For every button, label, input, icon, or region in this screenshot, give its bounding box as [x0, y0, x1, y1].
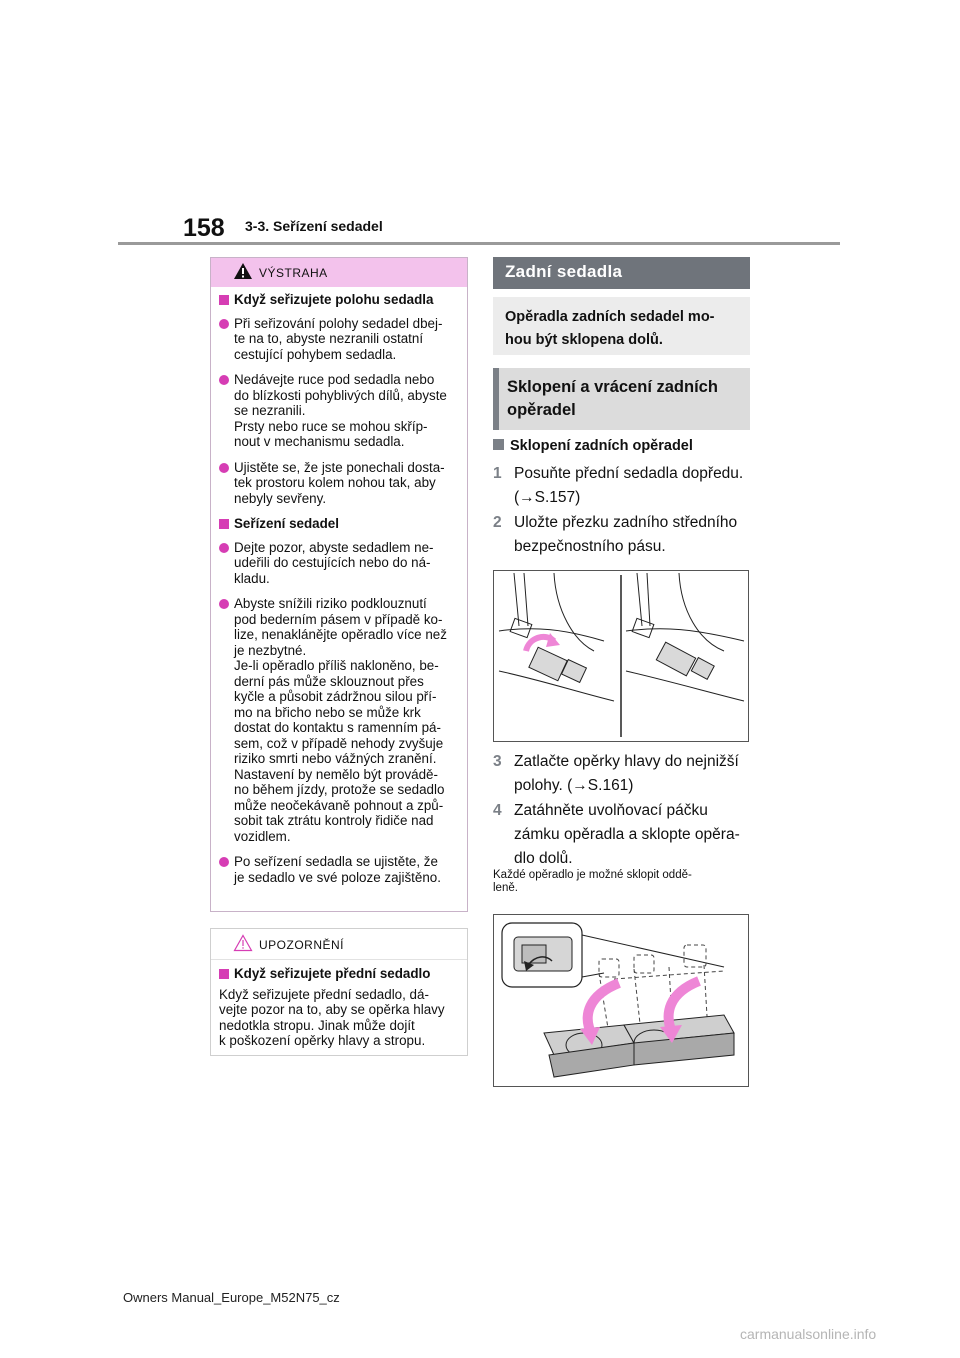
- step-number: 2: [493, 514, 502, 531]
- warning-item: Dejte pozor, abyste sedadlem ne- udeřili do cestujících nebo do ná- kladu.: [219, 540, 459, 587]
- warning-group-title: Když seřizujete polohu sedadla: [219, 292, 459, 308]
- square-bullet-icon: [219, 519, 229, 529]
- lead-text: Opěradla zadních sedadel mo- hou být sklopena dolů.: [505, 309, 715, 348]
- watermark: carmanualsonline.info: [740, 1326, 877, 1342]
- subsection-heading: Sklopení a vrácení zadních opěradel: [507, 378, 718, 419]
- note-text: Každé opěradlo je možné sklopit oddě- leně.: [493, 869, 692, 894]
- square-bullet-icon: [219, 969, 229, 979]
- round-bullet-icon: [219, 543, 229, 553]
- step-item: [493, 511, 758, 559]
- round-bullet-icon: [219, 319, 229, 329]
- page-number: 158: [183, 214, 225, 242]
- warning-triangle-icon: [233, 262, 253, 280]
- warning-item: Ujistěte se, že jste ponechali dosta- tek prostoru kolem nohou tak, aby nebyly sevřeny.: [219, 460, 459, 507]
- step-text: Zatáhněte uvolňovací páčku zámku opěradla a sklopte opěra- dlo dolů.: [514, 802, 740, 867]
- round-bullet-icon: [219, 375, 229, 385]
- caution-triangle-icon: [233, 934, 253, 952]
- round-bullet-icon: [219, 599, 229, 609]
- square-bullet-icon: [493, 439, 504, 450]
- warning-item: Nedávejte ruce pod sedadla nebo do blízkosti pohyblivých dílů, abyste se nezranili. Prsty nebo ruce se mohou skříp- nout v mechanismu sedadla.: [219, 372, 459, 450]
- lead-box: [493, 297, 750, 355]
- square-bullet-icon: [219, 295, 229, 305]
- round-bullet-icon: [219, 857, 229, 867]
- caution-box: [210, 928, 468, 1056]
- warning-group-title: Seřízení sedadel: [219, 516, 459, 532]
- step-item: [493, 750, 758, 798]
- step-item: [493, 462, 758, 510]
- subsection-heading-bar: [493, 368, 750, 430]
- warning-item: Při seřizování polohy sedadel dbej- te na to, abyste nezranili ostatní cestující pohybem sedadla.: [219, 316, 459, 363]
- step-item: [493, 799, 758, 871]
- warning-box: [210, 257, 468, 912]
- footer-text: Owners Manual_Europe_M52N75_cz: [123, 1290, 340, 1305]
- section-title: 3-3. Seřízení sedadel: [245, 218, 383, 234]
- procedure-title: Sklopení zadních opěradel: [493, 438, 693, 454]
- round-bullet-icon: [219, 463, 229, 473]
- warning-item: Po seřízení sedadla se ujistěte, že je sedadlo ve své poloze zajištěno.: [219, 854, 459, 885]
- caution-title: Když seřizujete přední sedadlo: [219, 966, 459, 982]
- section-heading: Zadní sedadla: [505, 262, 623, 281]
- caution-header: [211, 929, 467, 960]
- figure-belt-buckle: [493, 570, 749, 742]
- warning-label: VÝSTRAHA: [259, 266, 328, 280]
- belt-buckle-illustration: [494, 571, 748, 741]
- caution-label: UPOZORNĚNÍ: [259, 938, 345, 952]
- caution-text: Když seřizujete přední sedadlo, dá- vejte pozor na to, aby se opěrka hlavy nedotkla stropu. Jinak může dojít k poškození opěrky hlavy a stropu.: [219, 986, 445, 1048]
- section-heading-bar: [493, 257, 750, 289]
- warning-item: Abyste snížili riziko podklouznutí pod bederním pásem v případě ko- lize, nenaklánějte opěradlo více než je nezbytné. Je-li opěradlo příliš nakloněno, be- derní pás může sklouznout přes kyčle a působit zádržnou silou pří- mo na břicho nebo se může krk dostat do kontaktu s ramenním pá- sem, což v případě nehody zvyšuje riziko smrti nebo vážných zranění. Nastavení by nemělo být provádě- no během jízdy, protože se sedadlo může neočekávaně pohnout a způ- sobit tak ztrátu kontroly řidiče nad vozidlem.: [219, 596, 459, 844]
- step-text: Zatlačte opěrky hlavy do nejnižší polohy. (→S.161): [514, 753, 739, 794]
- fold-seatbacks-illustration: [494, 915, 748, 1086]
- step-text: Uložte přezku zadního středního bezpečnostního pásu.: [514, 514, 738, 555]
- step-number: 1: [493, 465, 502, 482]
- header-divider: [118, 242, 840, 245]
- figure-fold-seatbacks: [493, 914, 749, 1087]
- step-text: Posuňte přední sedadla dopředu. (→S.157): [514, 465, 744, 506]
- warning-header: [211, 258, 467, 287]
- step-number: 3: [493, 753, 502, 770]
- step-number: 4: [493, 802, 502, 819]
